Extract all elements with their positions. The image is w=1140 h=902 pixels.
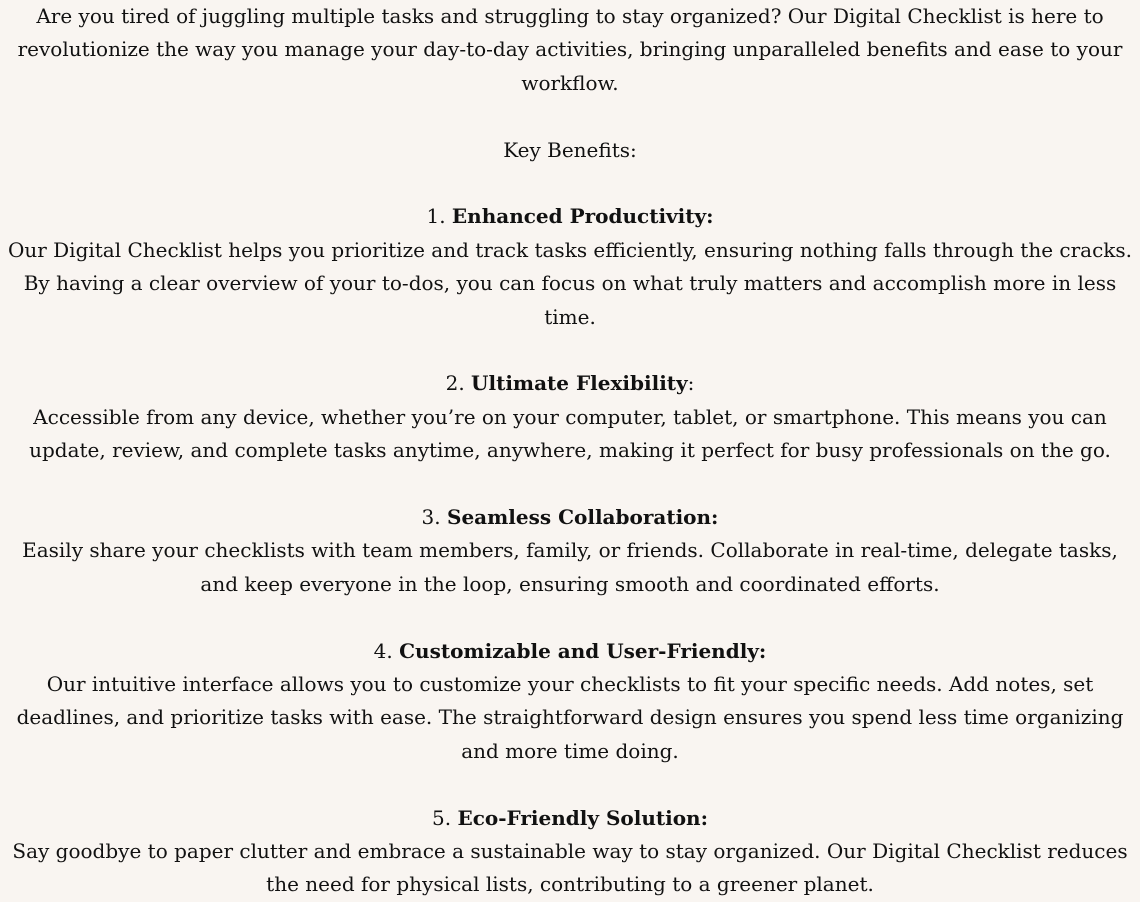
benefit-number: 4. [373, 638, 393, 663]
spacer [4, 334, 1136, 367]
benefit-number: 2. [445, 371, 465, 396]
benefit-number: 3. [421, 505, 441, 530]
benefit-body: Say goodbye to paper clutter and embrace a sustainable way to stay organized. Our Digital Checklist reduces the need for physical lists, contributing to a greener planet. [12, 839, 1128, 897]
key-benefits-heading: Key Benefits: [503, 137, 637, 162]
benefit-body: Accessible from any device, whether you’re on your computer, tablet, or smartphone. This means you can update, review, and complete tasks anytime, anywhere, making it perfect for busy professionals on the go. [29, 404, 1111, 463]
benefit-title-line [4, 367, 1136, 400]
benefit-title-line [4, 200, 1136, 233]
spacer [4, 768, 1136, 801]
spacer [4, 601, 1136, 634]
benefit-item-5 [4, 802, 1136, 902]
benefit-body: Our Digital Checklist helps you prioritize and track tasks efficiently, ensuring nothing falls through the cracks. By having a clear overview of your to-dos, you can focus on what truly matters and accomplish more in less time. [7, 237, 1133, 329]
benefit-item-1 [4, 200, 1136, 334]
benefit-title-line [4, 501, 1136, 534]
benefit-number: 1. [426, 204, 446, 229]
spacer [4, 468, 1136, 501]
benefit-title-line [4, 635, 1136, 668]
benefit-title: Customizable and User-Friendly: [399, 638, 767, 663]
benefit-body: Our intuitive interface allows you to customize your checklists to fit your specific needs. Add notes, set deadlines, and prioritize tasks with ease. The straightforward design ensures you spend less time organizing and more time doing. [16, 672, 1124, 763]
benefit-title: Enhanced Productivity: [451, 204, 714, 229]
benefit-item-3 [4, 501, 1136, 601]
benefit-body: Easily share your checklists with team members, family, or friends. Collaborate in real-time, delegate tasks, and keep everyone in the loop, ensuring smooth and coordinated efforts. [22, 538, 1118, 596]
benefit-title: Ultimate Flexibility [471, 371, 688, 396]
spacer [4, 167, 1136, 200]
spacer [4, 100, 1136, 133]
benefit-item-4 [4, 635, 1136, 769]
benefit-item-2 [4, 367, 1136, 467]
benefit-title-suffix: : [687, 371, 695, 396]
benefit-title: Eco-Friendly Solution: [457, 805, 708, 830]
intro-paragraph: Are you tired of juggling multiple tasks and struggling to stay organized? Our Digital Checklist is here to revolutionize the way you manage your day-to-day activities, bringing unparalleled benefits and ease to your workflow. [17, 4, 1123, 95]
benefit-title: Seamless Collaboration: [447, 505, 719, 530]
benefit-number: 5. [432, 805, 452, 830]
benefit-title-line [4, 802, 1136, 835]
